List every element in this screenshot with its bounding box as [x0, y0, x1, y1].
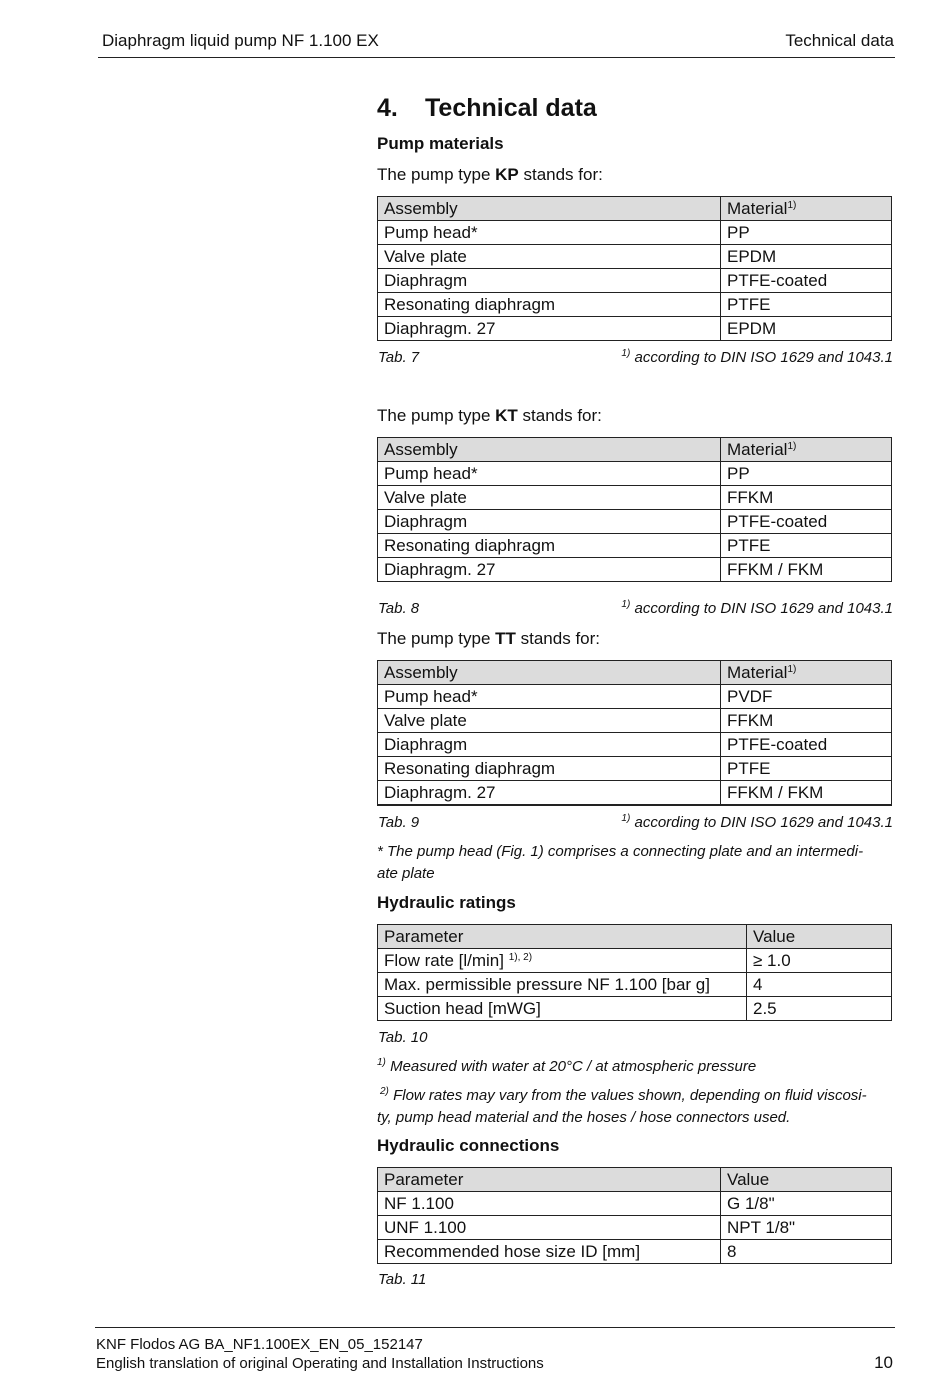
- column-header: Assembly: [378, 438, 721, 462]
- table-cell: FFKM: [721, 709, 892, 733]
- running-header-section: Technical data: [785, 31, 894, 50]
- table-caption: Tab. 10: [378, 1029, 428, 1046]
- table-cell: 2.5: [747, 997, 892, 1021]
- table-cell: NF 1.100: [378, 1192, 721, 1216]
- table-cell: PTFE: [721, 293, 892, 317]
- table-row: [378, 709, 892, 733]
- table-note-text: according to DIN ISO 1629 and 1043.1: [630, 349, 893, 366]
- table-cell: Valve plate: [378, 709, 721, 733]
- table-cell: Diaphragm: [378, 733, 721, 757]
- table-cell: Diaphragm. 27: [378, 317, 721, 341]
- table-row: [378, 245, 892, 269]
- header-divider: [98, 57, 895, 58]
- table-cell: PVDF: [721, 685, 892, 709]
- tt-intro-pre: The pump type: [377, 629, 496, 648]
- table-cell: 8: [721, 1240, 892, 1264]
- footer-divider: [95, 1327, 895, 1328]
- table-cell: ≥ 1.0: [747, 949, 892, 973]
- tt-materials-table: [377, 660, 892, 806]
- table-row: [378, 1216, 892, 1240]
- table-cell: PP: [721, 462, 892, 486]
- footnote-line: ate plate: [377, 865, 435, 882]
- section-heading: [377, 94, 597, 123]
- table-note: [621, 600, 893, 617]
- footer-document-id: KNF Flodos AG BA_NF1.100EX_EN_05_152147: [96, 1336, 423, 1353]
- table-cell: Valve plate: [378, 245, 721, 269]
- table-header-row: [378, 925, 892, 949]
- table-caption: Tab. 8: [378, 600, 420, 617]
- column-header: Value: [747, 925, 892, 949]
- table-note: [621, 814, 893, 831]
- column-header: Assembly: [378, 661, 721, 685]
- page-number: 10: [874, 1353, 893, 1372]
- column-header: Parameter: [378, 1168, 721, 1192]
- column-header: Assembly: [378, 197, 721, 221]
- table-cell: 4: [747, 973, 892, 997]
- pump-head-footnote: [377, 841, 863, 885]
- table-cell: Resonating diaphragm: [378, 534, 721, 558]
- table-cell: Valve plate: [378, 486, 721, 510]
- running-header-title: Diaphragm liquid pump NF 1.100 EX: [102, 31, 379, 50]
- table-cell: Resonating diaphragm: [378, 293, 721, 317]
- table-note: [621, 349, 893, 366]
- table-cell: EPDM: [721, 317, 892, 341]
- kt-intro: [377, 406, 602, 426]
- footer-translation-note: English translation of original Operating and Installation Instructions: [96, 1355, 544, 1372]
- table-row: [378, 317, 892, 341]
- tt-type: TT: [495, 629, 516, 648]
- table-cell: PP: [721, 221, 892, 245]
- kt-intro-post: stands for:: [517, 406, 602, 425]
- table-cell: Diaphragm. 27: [378, 558, 721, 582]
- hydraulic-connections-table: [377, 1167, 892, 1264]
- footnote-marker: 1): [621, 348, 631, 359]
- table-cell: Diaphragm: [378, 269, 721, 293]
- table-row: [378, 462, 892, 486]
- table-cell: Resonating diaphragm: [378, 757, 721, 781]
- column-header: [721, 438, 892, 462]
- hydraulic-connections-heading: Hydraulic connections: [377, 1136, 560, 1155]
- note-line: ty, pump head material and the hoses / hose connectors used.: [377, 1109, 791, 1126]
- table-row: [378, 269, 892, 293]
- table-cell: Recommended hose size ID [mm]: [378, 1240, 721, 1264]
- ratings-note-2: [377, 1085, 867, 1129]
- table-cell: [378, 949, 747, 973]
- table-caption-row: [377, 1271, 893, 1291]
- table-cell: Max. permissible pressure NF 1.100 [bar g]: [378, 973, 747, 997]
- footnote-marker: 2): [380, 1086, 389, 1097]
- table-caption: Tab. 11: [378, 1271, 427, 1288]
- tt-intro: [377, 629, 600, 649]
- table-cell: Pump head*: [378, 462, 721, 486]
- table-cell: EPDM: [721, 245, 892, 269]
- table-row: [378, 997, 892, 1021]
- table-row: [378, 973, 892, 997]
- column-header: Value: [721, 1168, 892, 1192]
- table-caption: Tab. 7: [378, 349, 420, 366]
- table-row: [378, 293, 892, 317]
- table-row: [378, 733, 892, 757]
- table-cell: Pump head*: [378, 221, 721, 245]
- table-cell: PTFE-coated: [721, 733, 892, 757]
- table-cell: PTFE-coated: [721, 510, 892, 534]
- footnote-marker: 1): [787, 663, 797, 675]
- kt-intro-pre: The pump type: [377, 406, 496, 425]
- ratings-note-1: [377, 1056, 756, 1078]
- kp-type: KP: [495, 165, 519, 184]
- column-header: [721, 197, 892, 221]
- table-row: [378, 558, 892, 582]
- kp-intro: [377, 165, 603, 185]
- table-cell: PTFE: [721, 757, 892, 781]
- table-cell: PTFE-coated: [721, 269, 892, 293]
- footnote-line: * The pump head (Fig. 1) comprises a connecting plate and an intermedi-: [377, 843, 864, 860]
- column-header-text: Material: [727, 662, 788, 682]
- section-title: Technical data: [425, 94, 597, 122]
- table-header-row: [378, 438, 892, 462]
- table-cell: FFKM / FKM: [721, 558, 892, 582]
- table-cell: G 1/8": [721, 1192, 892, 1216]
- table-cell: Suction head [mWG]: [378, 997, 747, 1021]
- footnote-marker: 1): [377, 1057, 386, 1068]
- table-row: [378, 781, 892, 806]
- kp-materials-table: [377, 196, 892, 341]
- tt-intro-post: stands for:: [515, 629, 601, 648]
- table-cell: UNF 1.100: [378, 1216, 721, 1240]
- column-header-text: Material: [727, 198, 788, 218]
- table-caption-row: [377, 349, 893, 369]
- kp-intro-pre: The pump type: [377, 165, 496, 184]
- table-caption-row: [377, 1029, 893, 1049]
- parameter-text: Flow rate [l/min]: [384, 950, 509, 970]
- table-header-row: [378, 1168, 892, 1192]
- table-cell: FFKM: [721, 486, 892, 510]
- table-header-row: [378, 197, 892, 221]
- table-row: [378, 949, 892, 973]
- note-text: Measured with water at 20°C / at atmospheric pressure: [385, 1058, 757, 1075]
- hydraulic-ratings-table: [377, 924, 892, 1021]
- pump-materials-heading: Pump materials: [377, 134, 504, 153]
- footnote-marker: 1): [787, 440, 797, 452]
- column-header-text: Material: [727, 439, 788, 459]
- table-row: [378, 221, 892, 245]
- column-header: Parameter: [378, 925, 747, 949]
- table-row: [378, 486, 892, 510]
- table-caption-row: [377, 814, 893, 834]
- footnote-marker: 1): [787, 199, 797, 211]
- section-number: 4.: [377, 94, 398, 122]
- table-cell: PTFE: [721, 534, 892, 558]
- note-text: Flow rates may vary from the values shown, depending on fluid viscosi-: [388, 1087, 867, 1104]
- table-note-text: according to DIN ISO 1629 and 1043.1: [630, 600, 893, 617]
- table-row: [378, 534, 892, 558]
- kp-intro-post: stands for:: [518, 165, 603, 184]
- footnote-marker: 1): [621, 813, 631, 824]
- table-note-text: according to DIN ISO 1629 and 1043.1: [630, 814, 893, 831]
- note-line: [380, 1085, 867, 1107]
- kt-type: KT: [495, 406, 518, 425]
- table-row: [378, 1240, 892, 1264]
- table-cell: FFKM / FKM: [721, 781, 892, 806]
- table-row: [378, 1192, 892, 1216]
- table-cell: Diaphragm: [378, 510, 721, 534]
- footnote-marker: 1): [621, 599, 631, 610]
- table-cell: Pump head*: [378, 685, 721, 709]
- table-caption-row: [377, 600, 893, 620]
- hydraulic-ratings-heading: Hydraulic ratings: [377, 893, 516, 912]
- table-header-row: [378, 661, 892, 685]
- kt-materials-table: [377, 437, 892, 582]
- table-cell: NPT 1/8": [721, 1216, 892, 1240]
- table-row: [378, 757, 892, 781]
- table-row: [378, 685, 892, 709]
- column-header: [721, 661, 892, 685]
- table-row: [378, 510, 892, 534]
- table-cell: Diaphragm. 27: [378, 781, 721, 806]
- footnote-marker: 1), 2): [508, 951, 533, 963]
- table-caption: Tab. 9: [378, 814, 420, 831]
